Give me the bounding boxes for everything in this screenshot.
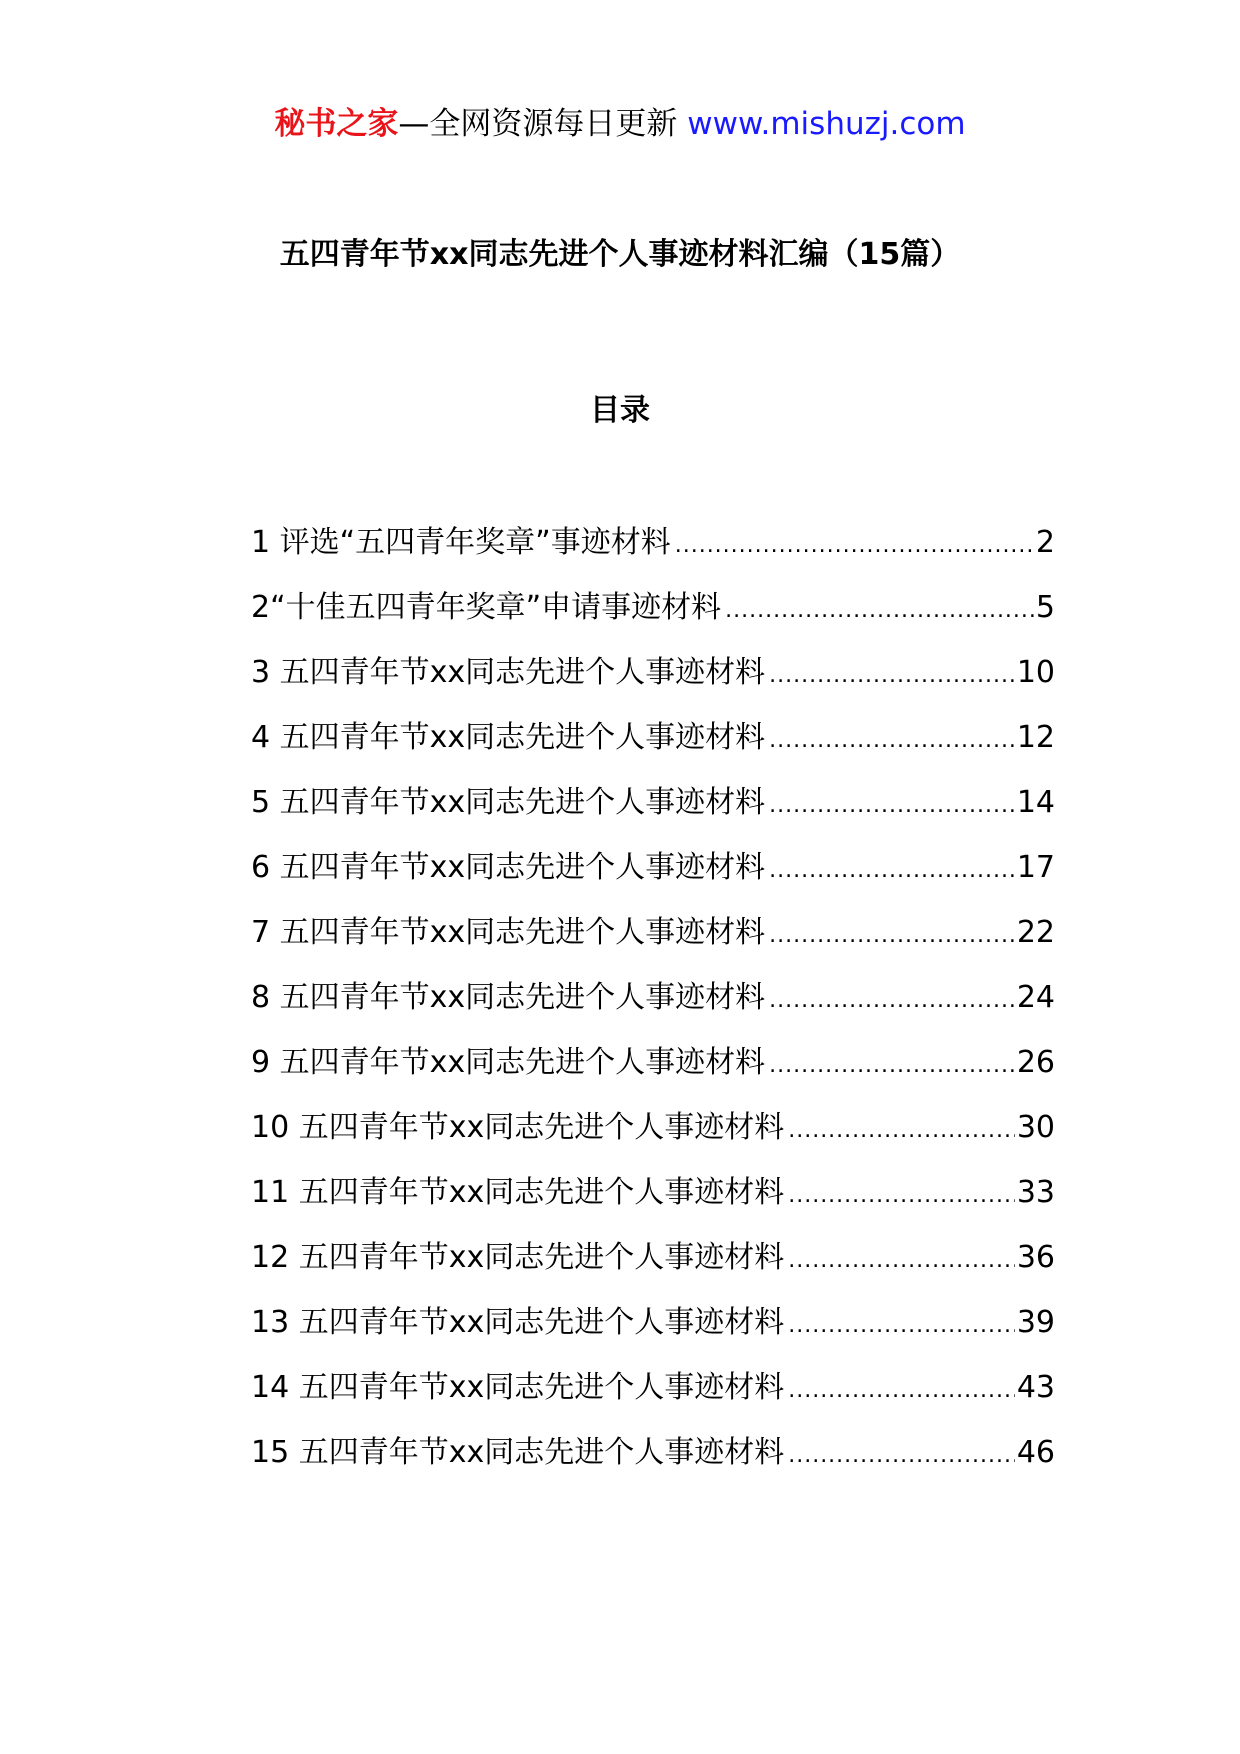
toc-dot-leader <box>788 1108 1015 1154</box>
toc-entry-label: 4 五四青年节xx同志先进个人事迹材料 <box>251 720 766 755</box>
toc-dot-leader <box>788 1433 1015 1479</box>
toc-heading: 目录 <box>590 393 650 428</box>
toc-dot-leader <box>769 913 1015 959</box>
document-title: 五四青年节xx同志先进个人事迹材料汇编（15篇） <box>279 237 961 272</box>
toc-entry[interactable] <box>251 975 1055 1040</box>
toc-entry[interactable] <box>251 910 1055 975</box>
toc-dot-leader <box>788 1173 1015 1219</box>
toc-dot-leader <box>769 653 1015 699</box>
toc-entry-label: 1 评选“五四青年奖章”事迹材料 <box>251 525 671 560</box>
toc-dot-leader <box>675 523 1034 569</box>
toc-entry-label: 12 五四青年节xx同志先进个人事迹材料 <box>251 1240 785 1275</box>
toc-entry-page-number: 14 <box>1016 785 1055 820</box>
toc-entry[interactable] <box>251 585 1055 650</box>
site-header <box>0 100 1240 148</box>
toc-entry-label: 3 五四青年节xx同志先进个人事迹材料 <box>251 655 766 690</box>
toc-dot-leader <box>769 978 1015 1024</box>
toc-dot-leader <box>769 718 1015 764</box>
toc-entry-label: 13 五四青年节xx同志先进个人事迹材料 <box>251 1305 785 1340</box>
toc-entry-label: 8 五四青年节xx同志先进个人事迹材料 <box>251 980 766 1015</box>
toc-entry-label: 10 五四青年节xx同志先进个人事迹材料 <box>251 1110 785 1145</box>
toc-entry-page-number: 12 <box>1016 720 1055 755</box>
toc-entry[interactable] <box>251 780 1055 845</box>
toc-entry-label: 7 五四青年节xx同志先进个人事迹材料 <box>251 915 766 950</box>
toc-entry-page-number: 30 <box>1016 1110 1055 1145</box>
toc-dot-leader <box>769 1043 1015 1089</box>
toc-dot-leader <box>725 588 1034 634</box>
toc-entry-page-number: 43 <box>1016 1370 1055 1405</box>
toc-entry-label: 15 五四青年节xx同志先进个人事迹材料 <box>251 1435 785 1470</box>
toc-entry[interactable] <box>251 1040 1055 1105</box>
toc-entry[interactable] <box>251 1170 1055 1235</box>
toc-entry-page-number: 24 <box>1016 980 1055 1015</box>
toc-entry-page-number: 10 <box>1016 655 1055 690</box>
toc-entry-page-number: 36 <box>1016 1240 1055 1275</box>
toc-entry-page-number: 17 <box>1016 850 1055 885</box>
toc-entry[interactable] <box>251 650 1055 715</box>
toc-entry-label: 2“十佳五四青年奖章”申请事迹材料 <box>251 590 722 625</box>
toc-dot-leader <box>788 1368 1015 1414</box>
toc-entry[interactable] <box>251 1105 1055 1170</box>
toc-entry-label: 5 五四青年节xx同志先进个人事迹材料 <box>251 785 766 820</box>
toc-entry[interactable] <box>251 1300 1055 1365</box>
toc-entry-page-number: 22 <box>1016 915 1055 950</box>
toc-entry-page-number: 46 <box>1016 1435 1055 1470</box>
toc-dot-leader <box>769 848 1015 894</box>
toc-entry-page-number: 39 <box>1016 1305 1055 1340</box>
header-tagline: —全网资源每日更新 <box>398 106 678 142</box>
toc-entry[interactable] <box>251 845 1055 910</box>
toc-dot-leader <box>788 1303 1015 1349</box>
toc-dot-leader <box>769 783 1015 829</box>
toc-entry[interactable] <box>251 1365 1055 1430</box>
toc-entry-label: 14 五四青年节xx同志先进个人事迹材料 <box>251 1370 785 1405</box>
brand-name: 秘书之家 <box>274 106 399 142</box>
toc-entry-page-number: 5 <box>1035 590 1055 625</box>
toc-entry[interactable] <box>251 715 1055 780</box>
toc-entry-page-number: 33 <box>1016 1175 1055 1210</box>
toc-entry-page-number: 26 <box>1016 1045 1055 1080</box>
toc-entry[interactable] <box>251 520 1055 585</box>
toc-entry-label: 6 五四青年节xx同志先进个人事迹材料 <box>251 850 766 885</box>
toc-entry[interactable] <box>251 1235 1055 1300</box>
toc-dot-leader <box>788 1238 1015 1284</box>
toc-entry-label: 11 五四青年节xx同志先进个人事迹材料 <box>251 1175 785 1210</box>
toc-entry-page-number: 2 <box>1035 525 1055 560</box>
toc-entry-label: 9 五四青年节xx同志先进个人事迹材料 <box>251 1045 766 1080</box>
site-url-link[interactable]: www.mishuzj.com <box>687 106 966 142</box>
toc-entry[interactable] <box>251 1430 1055 1495</box>
table-of-contents <box>251 520 1055 1495</box>
